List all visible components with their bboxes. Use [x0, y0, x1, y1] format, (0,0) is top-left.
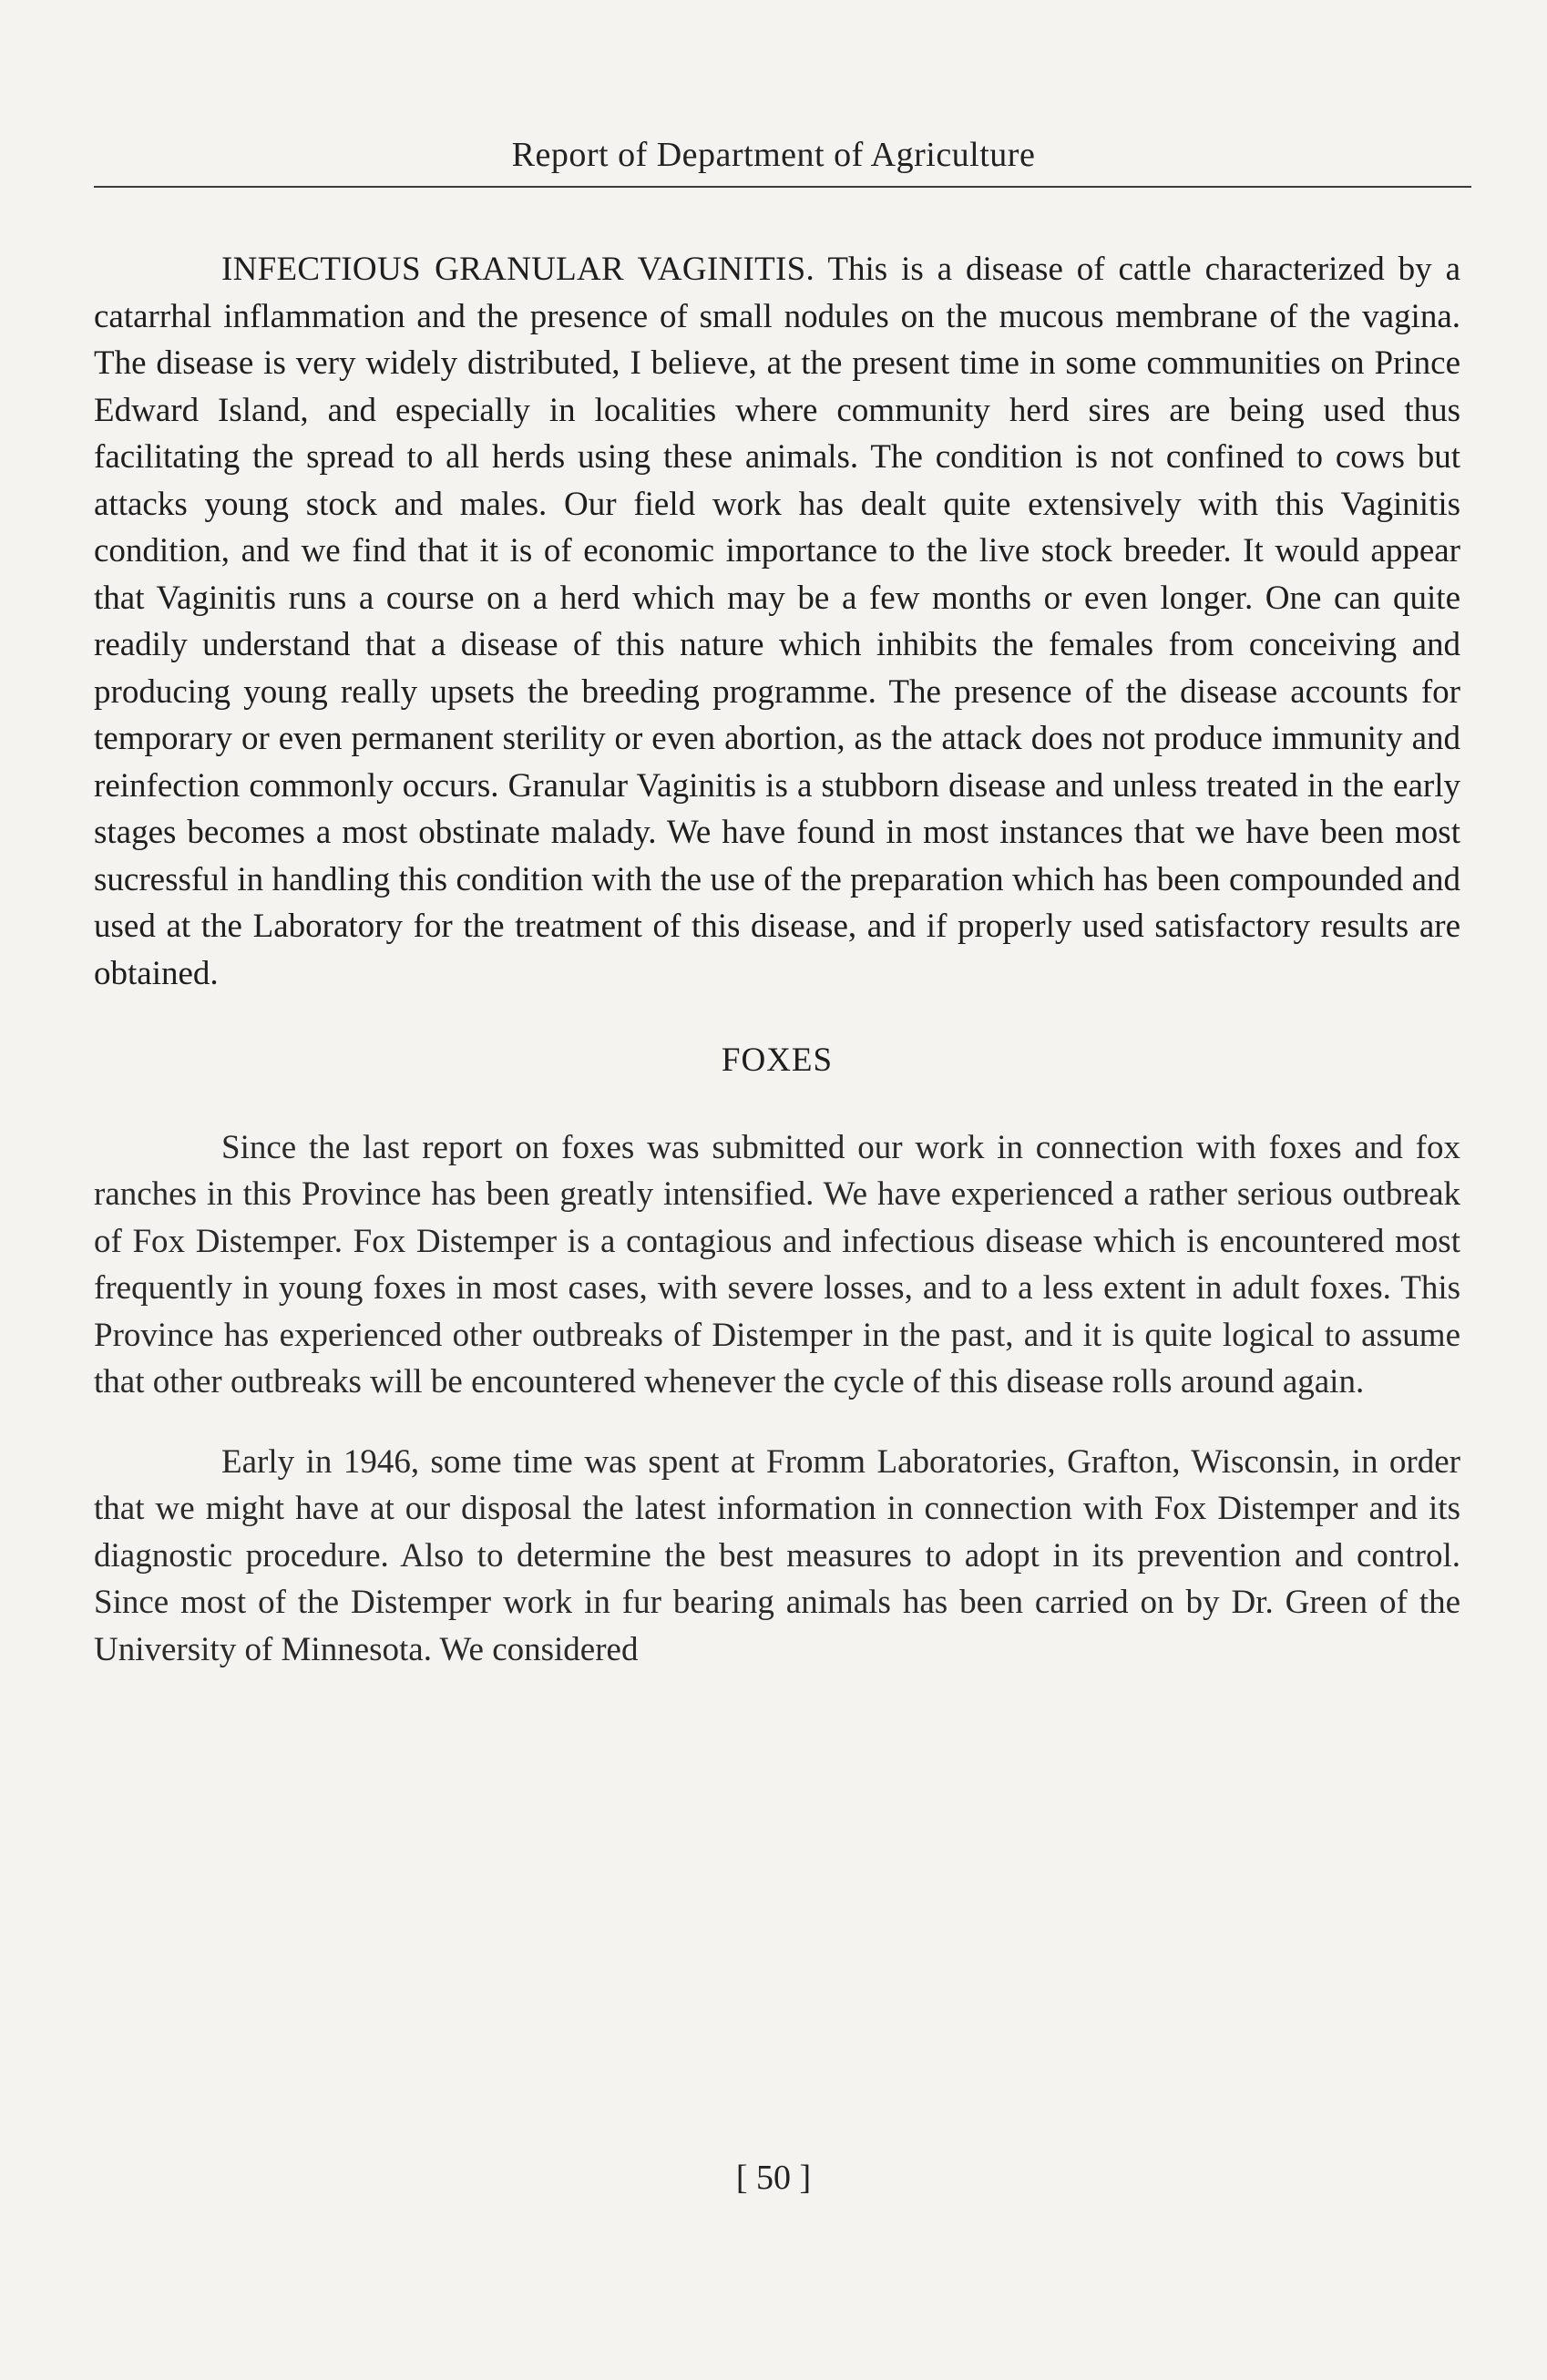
body-text	[94, 246, 1460, 1673]
running-head: Report of Department of Agriculture	[511, 136, 1036, 174]
paragraph-vaginitis	[94, 246, 1460, 997]
paragraph-foxes-1: Since the last report on foxes was submitted our work in connection with foxes and fox ranches in this Province has been greatly intensified. We have experienced a rather serious outbreak of Fox Distemper. Fox Distemper is a contagious and infectious disease which is encountered most frequently in young foxes in most cases, with severe losses, and to a less extent in adult foxes. This Province has experienced other outbreaks of Distemper in the past, and it is quite logical to assume that other outbreaks will be encountered whenever the cycle of this disease rolls around again.	[94, 1128, 1460, 1400]
section-title-vaginitis: INFECTIOUS GRANULAR VAGINITIS.	[221, 251, 815, 288]
header-rule	[94, 186, 1471, 188]
paragraph-foxes-2: Early in 1946, some time was spent at Fromm Laboratories, Grafton, Wisconsin, in order that we might have at our disposal the latest information in connection with Fox Distemper and its diagnostic procedure. Also to determine the best measures to adopt in its prevention and control. Since most of the Distemper work in fur bearing animals has been carried on by Dr. Green of the University of Minnesota. We considered	[94, 1442, 1460, 1668]
section-heading-foxes: FOXES	[721, 1041, 834, 1079]
page-number: [ 50 ]	[735, 2159, 812, 2197]
paragraph-vaginitis-text: This is a disease of cattle characterized by a catarrhal inflammation and the presence of small nodules on the mucous membrane of the vagina. The disease is very widely distributed, I believe, at the present time in some communities on Prince Edward Island, and especially in localities where community herd sires are being used thus facilitating the spread to all herds using these animals. The condition is not confined to cows but attacks young stock and males. Our field work has dealt quite extensively with this Vaginitis condition, and we find that it is of economic importance to the live stock breeder. It would appear that Vaginitis runs a course on a herd which may be a few months or even longer. One can quite readily understand that a disease of this nature which inhibits the females from conceiving and producing young really upsets the breeding programme. The presence of the disease accounts for temporary or even permanent sterility or even abortion, as the attack does not produce immunity and reinfection commonly occurs. Granular Vaginitis is a stubborn disease and unless treated in the early stages becomes a most obstinate malady. We have found in most instances that we have been most sucressful in handling this condition with the use of the preparation which has been compounded and used at the Laboratory for the treatment of this disease, and if properly used satisfactory results are obtained.	[94, 251, 1461, 992]
